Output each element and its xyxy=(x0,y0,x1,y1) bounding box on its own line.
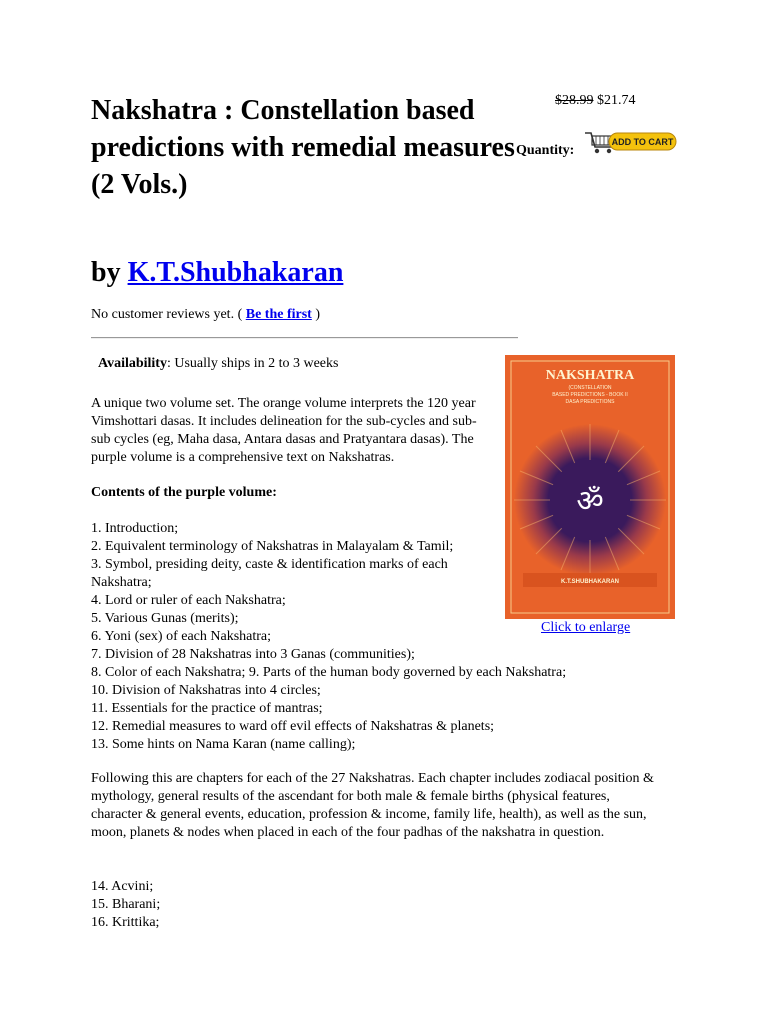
divider xyxy=(91,337,518,339)
price-new: $21.74 xyxy=(597,93,636,108)
author-line xyxy=(91,255,343,291)
be-the-first-link[interactable]: Be the first xyxy=(245,307,312,322)
list-item: 10. Division of Nakshatras into 4 circles; xyxy=(91,683,321,698)
list-item: 2. Equivalent terminology of Nakshatras in Malayalam & Tamil; xyxy=(91,539,454,554)
reviews-text: No customer reviews yet. ( xyxy=(91,307,246,322)
book-cover-image[interactable] xyxy=(505,355,675,619)
product-title: Nakshatra : Constellation based predictions with remedial measures (2 Vols.) xyxy=(91,95,515,200)
chapters-intro: Following this are chapters for each of the 27 Nakshatras. Each chapter includes zodiacal position & mythology, general results of the ascendant for both male & female births (physical features, character & general events, education, profession & income, family life, health), as well as the sun, moon, planets & nodes when placed in each of the four padhas of the nakshatra in question. xyxy=(91,771,654,840)
list-item: 13. Some hints on Nama Karan (name calling); xyxy=(91,737,356,752)
list-item: 8. Color of each Nakshatra; 9. Parts of the human body governed by each Nakshatra; xyxy=(91,665,567,680)
description: A unique two volume set. The orange volume interprets the 120 year Vimshottari dasas. It includes delineation for the sub-cycles and sub-sub cycles (eg, Maha dasa, Antara dasas and Pratyantara dasas). The purple volume is a comprehensive text on Nakshatras. xyxy=(91,396,477,465)
list-item: 4. Lord or ruler of each Nakshatra; xyxy=(91,593,286,608)
list-item: 7. Division of 28 Nakshatras into 3 Ganas (communities); xyxy=(91,647,415,662)
availability-value: : Usually ships in 2 to 3 weeks xyxy=(166,356,339,371)
price xyxy=(555,93,636,109)
quantity-label: Quantity: xyxy=(516,143,575,158)
price-old: $28.99 xyxy=(555,93,594,108)
list-item: 5. Various Gunas (merits); xyxy=(91,611,239,626)
reviews-line xyxy=(91,307,320,323)
list-item: 14. Acvini; xyxy=(91,879,154,894)
list-item: 15. Bharani; xyxy=(91,897,161,912)
author-prefix: by xyxy=(91,257,121,288)
author-link[interactable]: K.T.Shubhakaran xyxy=(127,257,344,288)
cover-subtitle: BASED PREDICTIONS - BOOK II xyxy=(552,392,628,398)
cover-author: K.T.SHUBHAKARAN xyxy=(561,579,619,585)
om-symbol: ॐ xyxy=(576,484,604,519)
cover-subtitle: DASA PREDICTIONS xyxy=(565,399,615,405)
add-to-cart-button[interactable] xyxy=(584,128,678,156)
cover-subtitle: (CONSTELLATION xyxy=(568,385,612,391)
list-item: 16. Krittika; xyxy=(91,915,160,930)
click-to-enlarge-link[interactable]: Click to enlarge xyxy=(541,620,631,635)
list-item: 12. Remedial measures to ward off evil effects of Nakshatras & planets; xyxy=(91,719,495,734)
availability-label: Availability xyxy=(98,356,167,371)
list-item: 1. Introduction; xyxy=(91,521,179,536)
availability xyxy=(98,356,338,372)
shopping-cart-icon xyxy=(585,133,612,153)
list-item: 6. Yoni (sex) of each Nakshatra; xyxy=(91,629,272,644)
chapters-list xyxy=(91,878,160,932)
cover-title: NAKSHATRA xyxy=(545,368,635,383)
contents-heading: Contents of the purple volume: xyxy=(91,485,277,500)
reviews-close: ) xyxy=(311,307,320,322)
add-to-cart-label: ADD TO CART xyxy=(611,137,674,147)
list-item: 3. Symbol, presiding deity, caste & identification marks of each Nakshatra; xyxy=(91,557,448,590)
list-item: 11. Essentials for the practice of mantras; xyxy=(91,701,323,716)
